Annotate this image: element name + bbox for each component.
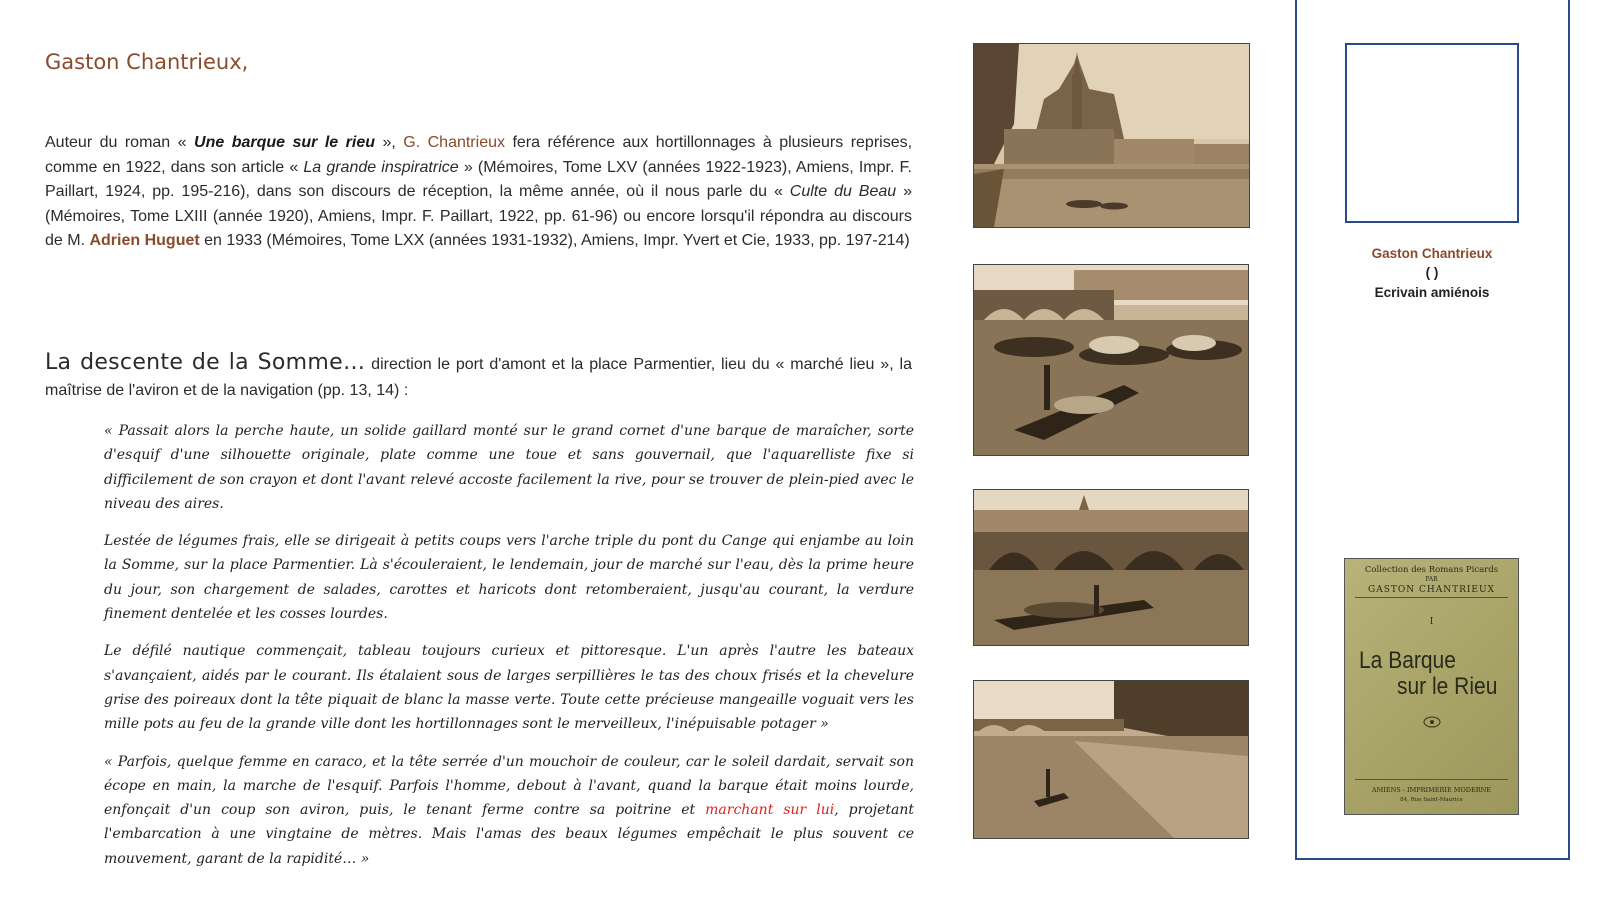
cover-rule [1355,597,1508,598]
section-text: direction le port d'amont et la place Parmentier, lieu du « marché lieu », la maîtrise de l'aviron et de la navigation (pp. 13, 14) : [45,356,912,399]
cover-title-line1: La Barque [1359,647,1456,674]
intro-paragraph [45,131,912,254]
photo-market-boats [973,264,1249,456]
ornament-icon [1423,716,1441,728]
quote-paragraph: Le défilé nautique commençait, tableau toujours curieux et pittoresque. L'un après l'autre les bateaux s'avançaient, aidés par le courant. Ils étalaient sous de larges serpillières le tas des choux frisés et la chevelure grise des poireaux dont la tête piquait de blanc la masse verte. Toute cette précieuse mangeaille voguait vers les mille pots au feu de la grande ville dont les hortillonnages sont le merveilleux, l'inépuisable potager » [104,643,914,733]
photo-bridge [973,489,1249,646]
intro-text: fera référence aux hortillonnages à plusieurs reprises, comme en 1922, dans son article « [45,134,913,176]
author-link[interactable]: G. Chantrieux [403,134,505,151]
page-title: Gaston Chantrieux, [45,50,249,74]
speech-title: Culte du Beau [789,183,897,200]
cover-title-line2: sur le Rieu [1397,673,1498,700]
quote-block [104,419,914,884]
cover-publisher: AMIENS - IMPRIMERIE MODERNE [1371,786,1492,794]
sidebar-author-role: Ecrivain amiénois [1374,285,1490,300]
quote-paragraph: « Passait alors la perche haute, un solide gaillard monté sur le grand cornet d'une barque de maraîcher, sorte d'esquif d'une silhouette originale, plate comme une toue et sans gouvernail, que l'aquarelliste fixe si difficilement de son crayon et dont l'avant relevé accoste facilement la rive, pour se trouver de plein-pied avec le niveau des aires. [104,423,914,512]
cover-par: PAR [1425,576,1438,583]
highlighted-phrase: marchant sur lui [705,802,835,819]
sidebar-author-dates: ( ) [1425,265,1439,280]
article-title: La grande inspiratrice [303,158,459,176]
huguet-link[interactable]: Adrien Huguet [89,232,200,249]
cover-address: 84, Rue Saint-Maurice [1400,797,1463,803]
intro-text: », [375,134,404,151]
cover-rule-bottom [1355,779,1508,780]
sidebar-author-name: Gaston Chantrieux [1371,246,1493,261]
quote-paragraph: Lestée de légumes frais, elle se dirigeait à petits coups vers l'arche triple du pont du Cange qui enjambe au loin la Somme, sur la place Parmentier. Là s'écouleraient, le lendemain, jour de marché sur l'eau, dès la prime heure du jour, son chargement de salades, carottes et haricots dont retomberaient, jusqu'au courant, la verdure finement dentelée et les cosses lourdes. [104,533,914,623]
intro-text: en 1933 (Mémoires, Tome LXX (années 1931-1932), Amiens, Impr. Yvert et Cie, 1933, pp. 197-214) [199,232,910,249]
cover-author: GASTON CHANTRIEUX [1368,585,1495,595]
book-cover-image [1344,558,1519,815]
intro-text: » (Mémoires, Tome LXV (années 1922-1923), Amiens, Impr. F. Paillart, 1924, pp. 195-216), dans son discours de réception, la même année, où il nous parle du « [45,158,913,200]
quote-paragraph [104,750,914,871]
intro-text: » (Mémoires, Tome LXIII (année 1920), Amiens, Impr. F. Paillart, 1922, pp. 61-96) ou encore lorsqu'il répondra au discours de M. [45,183,913,249]
quote-text: , projetant l'embarcation à une vingtaine de mètres. Mais l'amas des beaux légumes empêchait le plus souvent ce mouvement, garant de la rapidité… » [104,802,914,867]
photo-canal [973,680,1249,839]
section-heading: La descente de la Somme… [45,350,366,375]
portrait-placeholder [1345,43,1519,223]
intro-text: Auteur du roman « [45,134,195,151]
section-intro [45,350,912,404]
cover-collection: Collection des Romans Picards [1364,565,1499,575]
cover-number: I [1429,617,1434,627]
quote-text: « Parfois, quelque femme en caraco, et la tête serrée d'un mouchoir de couleur, car le soleil dardait, servait son écope en main, la marche de l'esquif. Parfois l'homme, debout à l'avant, quand la barque était moins lourde, enfonçait d'un coup son aviron, puis, le tenant ferme contre sa poitrine et [104,753,914,819]
book-title: Une barque sur le rieu [194,134,375,151]
photo-cathedral [973,43,1250,228]
